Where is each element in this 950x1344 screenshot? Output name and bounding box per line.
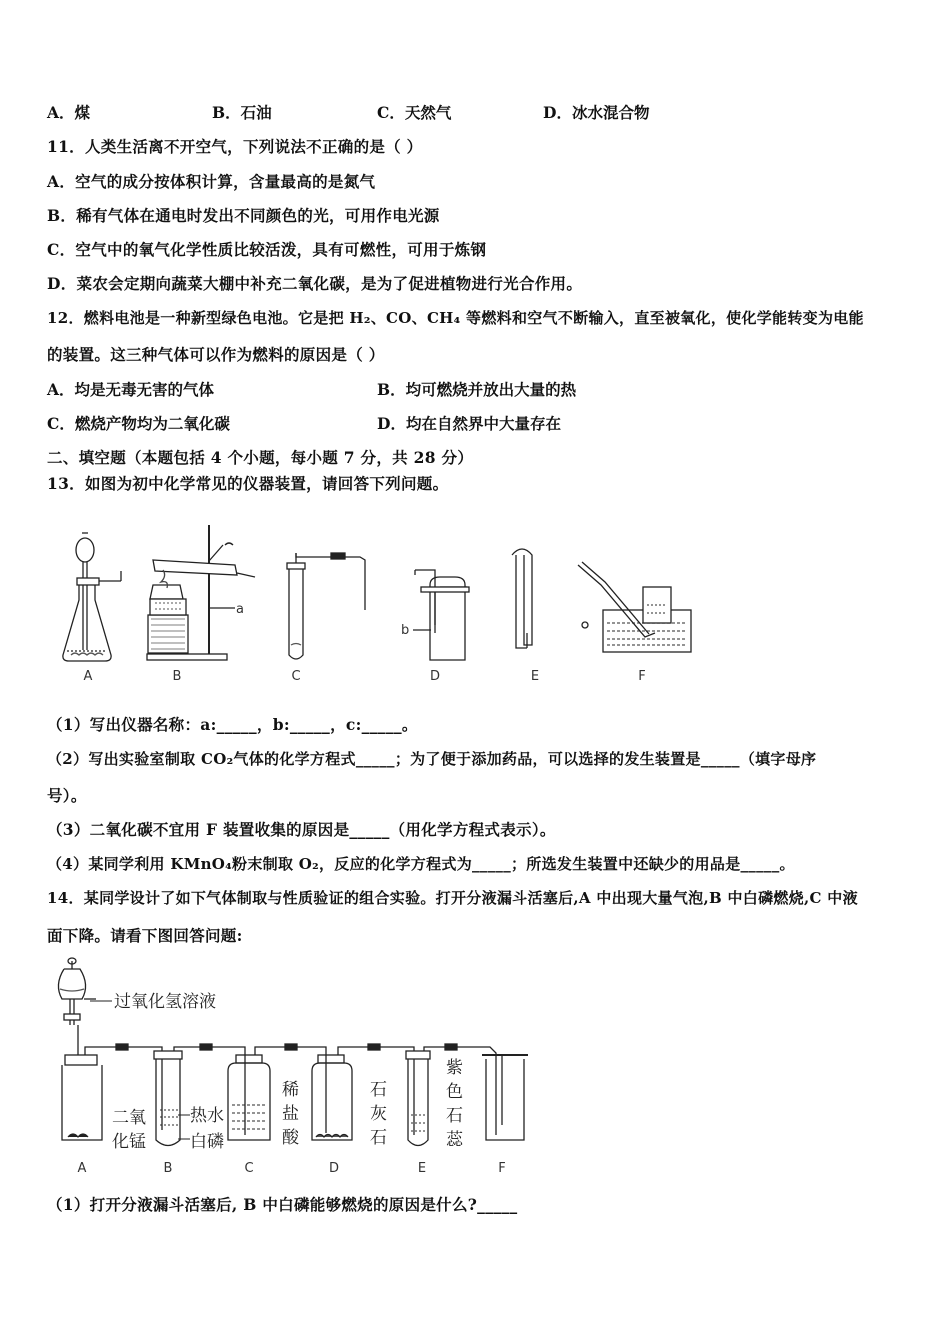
fig13-label-b: B xyxy=(172,669,182,684)
label-h2o2: 过氧化氢溶液 xyxy=(114,992,216,1012)
fig13-label-d: D xyxy=(429,669,441,684)
q13-apparatus-figure xyxy=(55,515,715,690)
q13-sub3: （3）二氧化碳不宜用 F 装置收集的原因是_____（用化学方程式表示）。 xyxy=(47,820,556,839)
label-litmus-3: 石 xyxy=(446,1106,463,1126)
q13-stem: 13．如图为初中化学常见的仪器装置，请回答下列问题。 xyxy=(47,474,449,493)
q13-sub2-line2: 号）。 xyxy=(47,786,87,805)
q13-sub2-line1: （2）写出实验室制取 CO₂气体的化学方程式_____；为了便于添加药品，可以选择的发生装置是_____（填字母序 xyxy=(47,750,817,768)
bottle-c xyxy=(228,1044,322,1140)
q13-sub1: （1）写出仪器名称：a:_____，b:_____，c:_____。 xyxy=(47,715,418,734)
bottle-f xyxy=(482,1055,528,1140)
fig14-label-c: C xyxy=(244,1161,254,1176)
q11-option-d: D．菜农会定期向蔬菜大棚中补充二氧化碳，是为了促进植物进行光合作用。 xyxy=(47,274,583,293)
q10-option-a: A．煤 xyxy=(47,103,91,122)
q10-option-b: B．石油 xyxy=(212,103,272,122)
q11-option-a: A．空气的成分按体积计算，含量最高的是氮气 xyxy=(47,172,376,191)
label-mno2-1: 二氧 xyxy=(112,1108,146,1128)
section-title: 二、填空题（本题包括 4 个小题，每小题 7 分，共 28 分） xyxy=(47,448,474,467)
label-lime-1: 石 xyxy=(370,1080,387,1100)
apparatus-a-flask xyxy=(63,533,121,661)
label-whitep: 白磷 xyxy=(190,1132,224,1152)
label-lime-2: 灰 xyxy=(370,1104,387,1124)
fig14-label-e: E xyxy=(417,1161,427,1176)
q10-option-d: D．冰水混合物 xyxy=(543,103,650,122)
q12-option-d: D．均在自然界中大量存在 xyxy=(377,414,561,433)
fig13-label-f: F xyxy=(638,669,646,684)
label-litmus-1: 紫 xyxy=(446,1058,463,1078)
label-b: b xyxy=(401,623,410,638)
apparatus-d-bottle xyxy=(413,570,469,660)
fig14-label-f: F xyxy=(498,1161,506,1176)
separatory-funnel xyxy=(58,958,96,1025)
apparatus-f-trough xyxy=(578,562,691,652)
label-acid-2: 盐 xyxy=(282,1104,299,1124)
fig13-label-c: C xyxy=(291,669,301,684)
q14-stem-line2: 面下降。请看下图回答问题: xyxy=(47,926,243,945)
label-hotwater: 热水 xyxy=(190,1106,224,1126)
fig14-label-d: D xyxy=(328,1161,340,1176)
label-litmus-2: 色 xyxy=(446,1082,463,1102)
q14-apparatus-figure xyxy=(50,955,540,1180)
label-litmus-4: 蕊 xyxy=(446,1130,463,1150)
label-lime-3: 石 xyxy=(370,1128,387,1148)
fig13-label-e: E xyxy=(530,669,540,684)
q11-option-c: C．空气中的氧气化学性质比较活泼，具有可燃性，可用于炼钢 xyxy=(47,240,487,259)
label-mno2-2: 化锰 xyxy=(112,1132,146,1152)
q11-option-b: B．稀有气体在通电时发出不同颜色的光，可用作电光源 xyxy=(47,206,440,225)
fig14-label-b: B xyxy=(163,1161,173,1176)
bottle-d xyxy=(312,1044,410,1140)
q12-stem-line1: 12．燃料电池是一种新型绿色电池。它是把 H₂、CO、CH₄ 等燃料和空气不断输入，直至被氧化，使化学能转变为电能 xyxy=(47,309,864,327)
q14-sub1: （1）打开分液漏斗活塞后, B 中白磷能够燃烧的原因是什么?_____ xyxy=(47,1195,518,1214)
fig13-label-a: A xyxy=(83,669,93,684)
q11-stem: 11．人类生活离不开空气，下列说法不正确的是（ ） xyxy=(47,137,423,156)
q12-option-c: C．燃烧产物均为二氧化碳 xyxy=(47,414,230,433)
q12-option-a: A．均是无毒无害的气体 xyxy=(47,380,215,399)
apparatus-b-heating xyxy=(147,525,255,660)
apparatus-c-tube xyxy=(287,553,365,659)
q12-stem-line2: 的装置。这三种气体可以作为燃料的原因是（ ） xyxy=(47,345,385,364)
fig14-label-a: A xyxy=(77,1161,87,1176)
label-a: a xyxy=(236,602,244,617)
q12-option-b: B．均可燃烧并放出大量的热 xyxy=(377,380,577,399)
label-acid-1: 稀 xyxy=(282,1080,299,1100)
q13-sub4: （4）某同学利用 KMnO₄粉末制取 O₂，反应的化学方程式为_____；所选发生装置中还缺少的用品是_____。 xyxy=(47,855,795,873)
tube-b xyxy=(116,1044,240,1146)
q14-stem-line1: 14．某同学设计了如下气体制取与性质验证的组合实验。打开分液漏斗活塞后,A 中出现大量气泡,B 中白磷燃烧,C 中液 xyxy=(47,889,858,907)
apparatus-e-tube xyxy=(512,549,532,648)
label-acid-3: 酸 xyxy=(282,1128,299,1148)
q10-option-c: C．天然气 xyxy=(377,103,452,122)
